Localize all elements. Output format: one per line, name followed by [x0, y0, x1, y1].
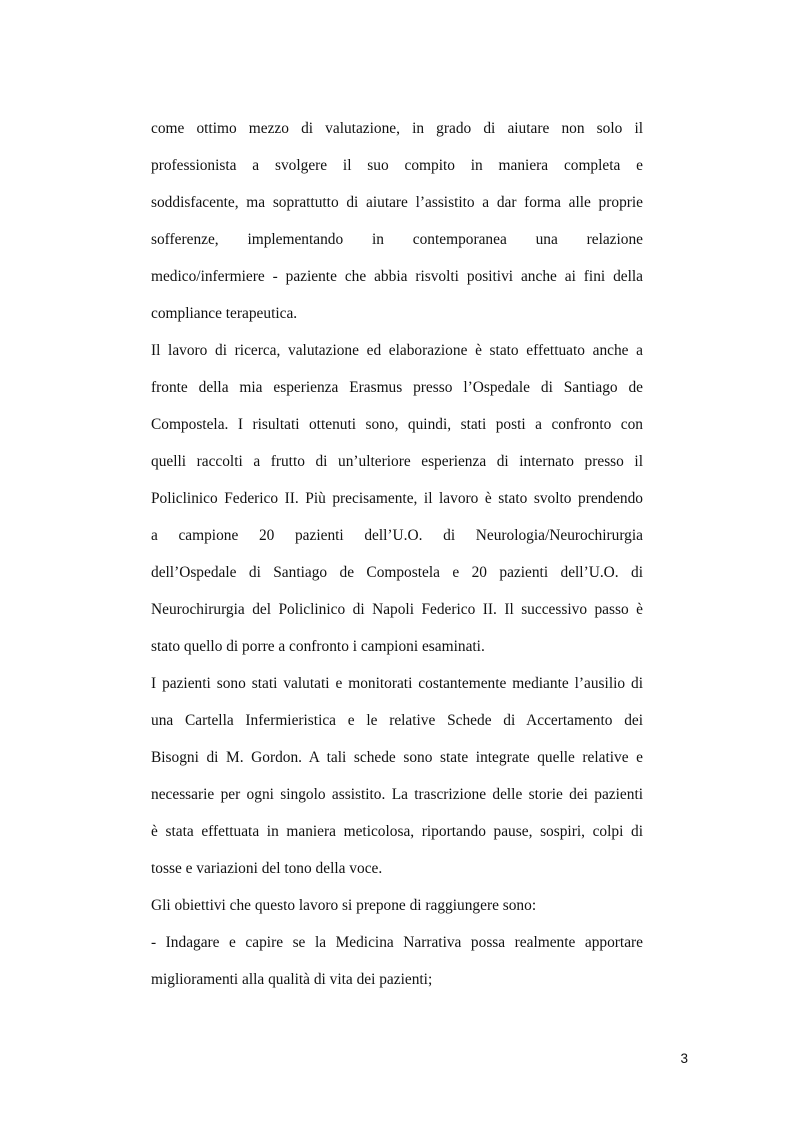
text-line: stato quello di porre a confronto i campioni esaminati. [151, 638, 485, 655]
text-line: Policlinico Federico II. Più precisamente, il lavoro è stato svolto prendendo [151, 490, 643, 507]
text-line: miglioramenti alla qualità di vita dei pazienti; [151, 971, 433, 988]
text-line: soddisfacente, ma soprattutto di aiutare l’assistito a dar forma alle proprie [151, 194, 643, 211]
text-line: medico/infermiere - paziente che abbia risvolti positivi anche ai fini della [151, 268, 643, 285]
text-line: è stata effettuata in maniera meticolosa, riportando pause, sospiri, colpi di [151, 823, 643, 840]
text-line: professionista a svolgere il suo compito in maniera completa e [151, 157, 643, 174]
text-line: I pazienti sono stati valutati e monitorati costantemente mediante l’ausilio di [151, 675, 643, 692]
body-text [151, 110, 643, 998]
text-line: Bisogni di M. Gordon. A tali schede sono state integrate quelle relative e [151, 749, 643, 766]
page-number: 3 [680, 1051, 688, 1066]
text-line: Neurochirurgia del Policlinico di Napoli Federico II. Il successivo passo è [151, 601, 643, 618]
text-line: quelli raccolti a frutto di un’ulteriore esperienza di internato presso il [151, 453, 643, 470]
text-line: necessarie per ogni singolo assistito. La trascrizione delle storie dei pazienti [151, 786, 643, 803]
text-line: Compostela. I risultati ottenuti sono, quindi, stati posti a confronto con [151, 416, 643, 433]
text-line: come ottimo mezzo di valutazione, in grado di aiutare non solo il [151, 120, 643, 137]
text-line: Gli obiettivi che questo lavoro si prepone di raggiungere sono: [151, 897, 537, 914]
text-line: - Indagare e capire se la Medicina Narrativa possa realmente apportare [151, 934, 643, 951]
text-line: una Cartella Infermieristica e le relative Schede di Accertamento dei [151, 712, 643, 729]
text-line: sofferenze, implementando in contemporanea una relazione [151, 231, 643, 248]
text-line: tosse e variazioni del tono della voce. [151, 860, 383, 877]
text-line: a campione 20 pazienti dell’U.O. di Neurologia/Neurochirurgia [151, 527, 643, 544]
text-line: compliance terapeutica. [151, 305, 298, 322]
text-line: Il lavoro di ricerca, valutazione ed elaborazione è stato effettuato anche a [151, 342, 643, 359]
text-line: dell’Ospedale di Santiago de Compostela e 20 pazienti dell’U.O. di [151, 564, 643, 581]
text-line: fronte della mia esperienza Erasmus presso l’Ospedale di Santiago de [151, 379, 643, 396]
